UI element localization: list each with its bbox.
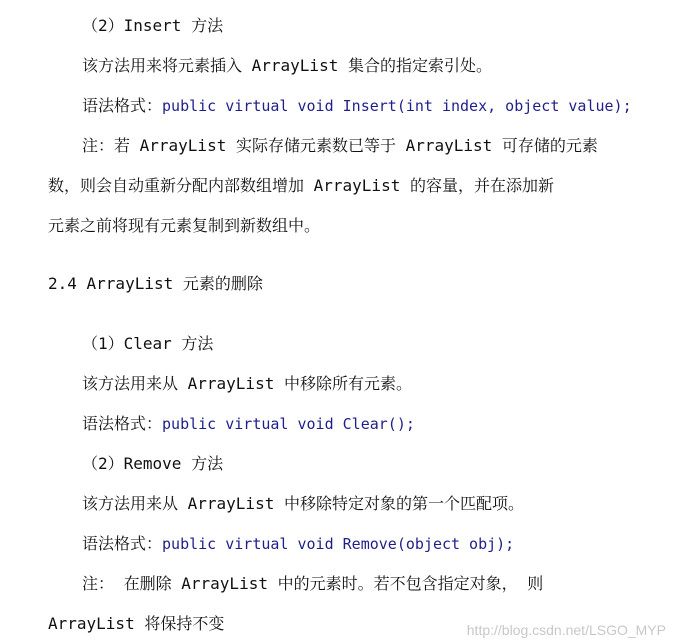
insert-description: 该方法用来将元素插入 ArrayList 集合的指定索引处。 <box>82 56 492 75</box>
watermark: http://blog.csdn.net/LSGO_MYP <box>466 622 666 638</box>
remove-syntax-code: public virtual void Remove(object obj); <box>162 535 515 553</box>
remove-note-line-2: ArrayList 将保持不变 <box>48 614 225 633</box>
insert-note-line-1: 注：若 ArrayList 实际存储元素数已等于 ArrayList 可存储的元素 <box>82 136 598 155</box>
insert-note-line-3: 元素之前将现有元素复制到新数组中。 <box>48 216 321 235</box>
insert-method-title: （2）Insert 方法 <box>82 16 224 35</box>
remove-syntax-label: 语法格式： <box>82 534 163 553</box>
clear-method-title: （1）Clear 方法 <box>82 334 214 353</box>
remove-syntax-line <box>82 534 514 554</box>
clear-description: 该方法用来从 ArrayList 中移除所有元素。 <box>82 374 412 393</box>
clear-syntax-label: 语法格式： <box>82 414 163 433</box>
section-heading-delete: 2.4 ArrayList 元素的删除 <box>48 274 263 293</box>
clear-syntax-line <box>82 414 415 434</box>
remove-description: 该方法用来从 ArrayList 中移除特定对象的第一个匹配项。 <box>82 494 524 513</box>
insert-syntax-code: public virtual void Insert(int index, object value); <box>162 97 632 115</box>
insert-syntax-line <box>82 96 632 116</box>
clear-syntax-code: public virtual void Clear(); <box>162 415 415 433</box>
insert-syntax-label: 语法格式： <box>82 96 163 115</box>
insert-note-line-2: 数，则会自动重新分配内部数组增加 ArrayList 的容量，并在添加新 <box>48 176 554 195</box>
remove-method-title: （2）Remove 方法 <box>82 454 224 473</box>
remove-note-line-1: 注： 在删除 ArrayList 中的元素时。若不包含指定对象， 则 <box>82 574 544 593</box>
